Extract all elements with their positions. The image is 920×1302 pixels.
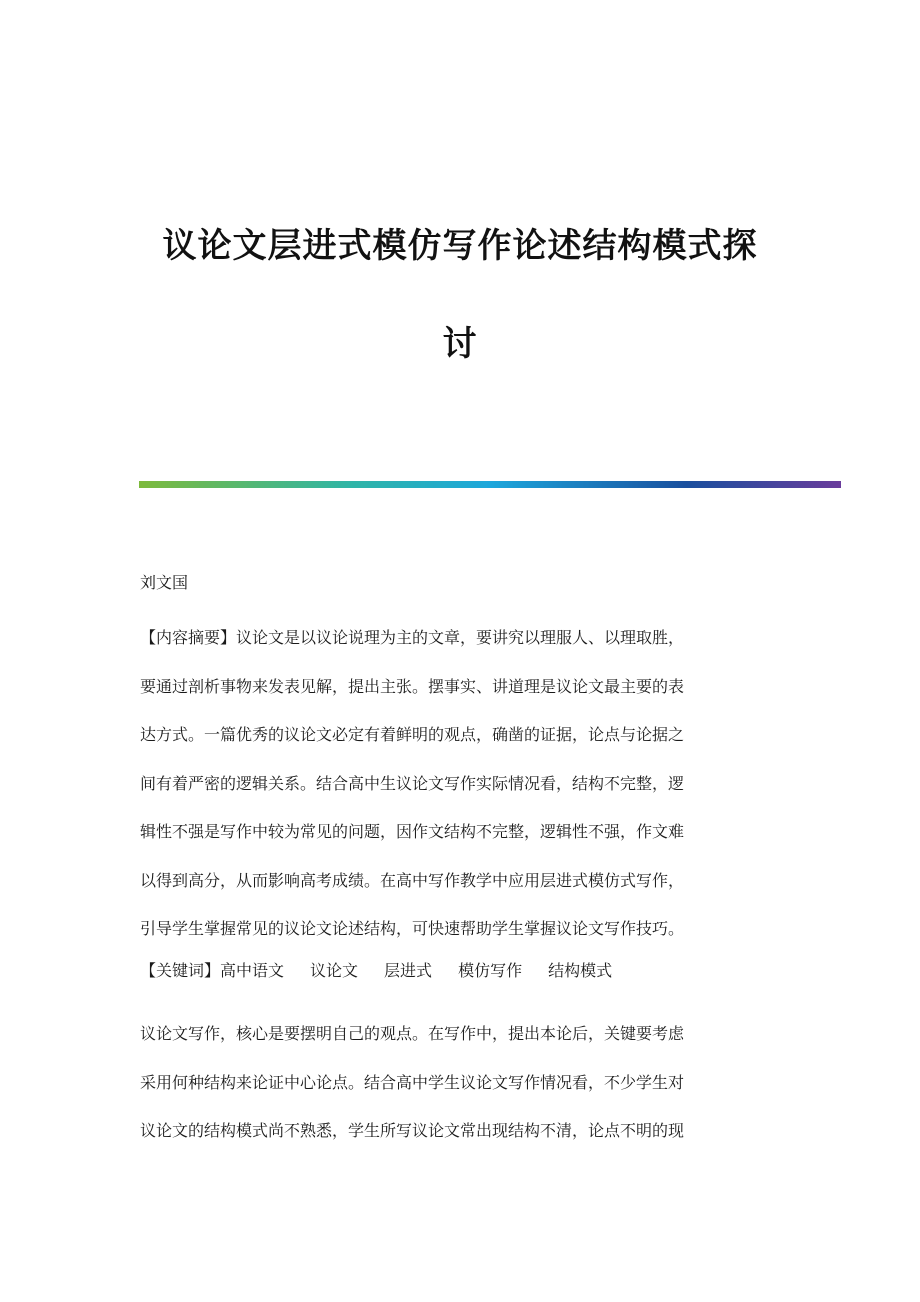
abstract-line: 以得到高分，从而影响高考成绩。在高中写作教学中应用层进式模仿式写作， — [140, 870, 685, 890]
document-title-line-1: 议论文层进式模仿写作论述结构模式探 — [162, 226, 758, 266]
keywords-label: 【关键词】 — [140, 961, 221, 980]
keyword-item: 结构模式 — [548, 961, 613, 980]
abstract-line: 引导学生掌握常见的议论文论述结构，可快速帮助学生掌握议论文写作技巧。 — [140, 919, 685, 938]
abstract-line: 间有着严密的逻辑关系。结合高中生议论文写作实际情况看，结构不完整，逻 — [140, 773, 685, 793]
body-line: 采用何种结构来论证中心论点。结合高中学生议论文写作情况看，不少学生对 — [140, 1072, 685, 1092]
title-divider — [139, 481, 841, 488]
keyword-item: 高中语文 — [220, 961, 285, 980]
body-paragraph — [140, 1010, 780, 1156]
abstract-paragraph — [140, 614, 780, 954]
keywords-row — [140, 958, 638, 981]
body-line: 议论文写作，核心是要摆明自己的观点。在写作中，提出本论后，关键要考虑 — [140, 1024, 685, 1043]
keyword-item: 模仿写作 — [458, 961, 523, 980]
keyword-item: 议论文 — [310, 961, 359, 980]
abstract-line: 要通过剖析事物来发表见解，提出主张。摆事实、讲道理是议论文最主要的表 — [140, 676, 685, 696]
abstract-line: 达方式。一篇优秀的议论文必定有着鲜明的观点，确凿的证据，论点与论据之 — [140, 725, 685, 744]
keyword-item: 层进式 — [384, 961, 433, 980]
abstract-line: 【内容摘要】议论文是以议论说理为主的文章，要讲究以理服人、以理取胜， — [140, 628, 685, 647]
abstract-line: 辑性不强是写作中较为常见的问题，因作文结构不完整，逻辑性不强，作文难 — [140, 822, 685, 841]
body-line: 议论文的结构模式尚不熟悉，学生所写议论文常出现结构不清，论点不明的现 — [140, 1121, 685, 1140]
document-title-line-2: 讨 — [442, 324, 478, 364]
author-name: 刘文国 — [140, 573, 189, 592]
